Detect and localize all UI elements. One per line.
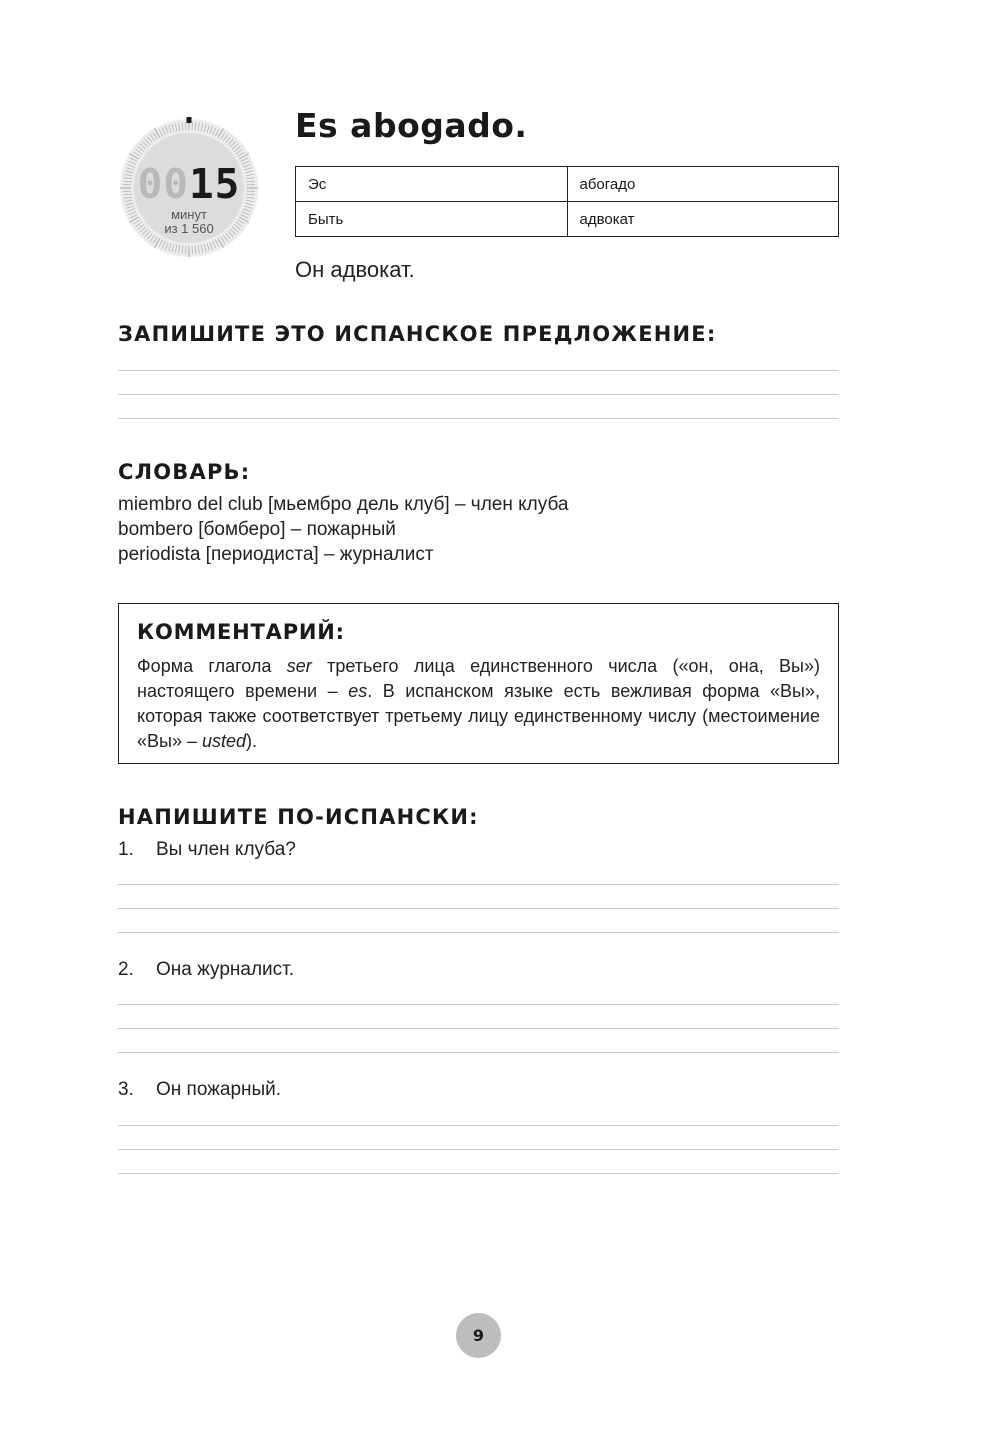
exercise-number: 1.	[118, 839, 134, 860]
answer-line[interactable]	[118, 1052, 839, 1053]
answer-line[interactable]	[118, 1004, 839, 1005]
vocabulary-item: miembro del club [мьембро дель клуб] – член клуба	[118, 494, 569, 515]
vocabulary-heading: СЛОВАРЬ:	[118, 460, 251, 484]
sentence-translation: Он адвокат.	[295, 257, 415, 282]
exercise-prompt: Она журналист.	[156, 959, 295, 980]
table-cell: Эс	[296, 167, 568, 202]
comment-heading: КОММЕНТАРИЙ:	[137, 620, 345, 644]
pronunciation-table	[295, 166, 839, 237]
exercise-number: 3.	[118, 1079, 134, 1100]
lesson-title: Es abogado.	[295, 106, 528, 145]
table-cell: абогадо	[567, 167, 839, 202]
timer-digits-lit: 15	[189, 160, 241, 208]
timer-total: из 1 560	[164, 221, 214, 236]
exercise-item	[118, 959, 294, 981]
answer-line[interactable]	[118, 1028, 839, 1029]
table-row	[296, 167, 839, 202]
timer-unit: минут	[171, 207, 207, 222]
page-number: 9	[456, 1313, 501, 1358]
exercise-prompt: Он пожарный.	[156, 1079, 282, 1100]
timer-digits-dim: 00	[137, 160, 189, 208]
comment-text	[137, 654, 820, 754]
answer-line[interactable]	[118, 884, 839, 885]
exercise-item	[118, 839, 296, 861]
timer-digits	[118, 161, 260, 207]
vocabulary-list	[118, 492, 568, 567]
comment-text-term: es	[348, 681, 368, 701]
table-cell: Быть	[296, 202, 568, 237]
answer-line[interactable]	[118, 1125, 839, 1126]
comment-text-part: ).	[246, 731, 258, 751]
vocabulary-item: periodista [периодиста] – журналист	[118, 544, 434, 565]
translate-section-heading: НАПИШИТЕ ПО-ИСПАНСКИ:	[118, 805, 479, 829]
answer-line[interactable]	[118, 1173, 839, 1174]
exercise-item	[118, 1079, 281, 1101]
comment-text-term: ser	[286, 656, 312, 676]
comment-text-term: usted	[201, 731, 247, 751]
exercise-prompt: Вы член клуба?	[156, 839, 296, 860]
stopwatch-timer	[118, 117, 260, 259]
write-section-heading: ЗАПИШИТЕ ЭТО ИСПАНСКОЕ ПРЕДЛОЖЕНИЕ:	[118, 322, 717, 346]
comment-text-part: . В испанском языке есть вежливая форма «Вы», которая также соответствует третьему лицу единственному числу (местоимение «Вы» –	[137, 681, 820, 751]
comment-box	[118, 603, 839, 764]
answer-line[interactable]	[118, 1149, 839, 1150]
writing-line[interactable]	[118, 418, 839, 419]
dial-progress-marker	[187, 117, 192, 123]
writing-line[interactable]	[118, 370, 839, 371]
table-row	[296, 202, 839, 237]
comment-text-part: третьего лица единственного числа («он, она, Вы») настоящего времени –	[137, 656, 821, 701]
vocabulary-item: bombero [бомберо] – пожарный	[118, 519, 396, 540]
answer-line[interactable]	[118, 932, 839, 933]
writing-line[interactable]	[118, 394, 839, 395]
comment-text-part: Форма глагола	[137, 656, 287, 676]
answer-line[interactable]	[118, 908, 839, 909]
exercise-number: 2.	[118, 959, 134, 980]
table-cell: адвокат	[567, 202, 839, 237]
